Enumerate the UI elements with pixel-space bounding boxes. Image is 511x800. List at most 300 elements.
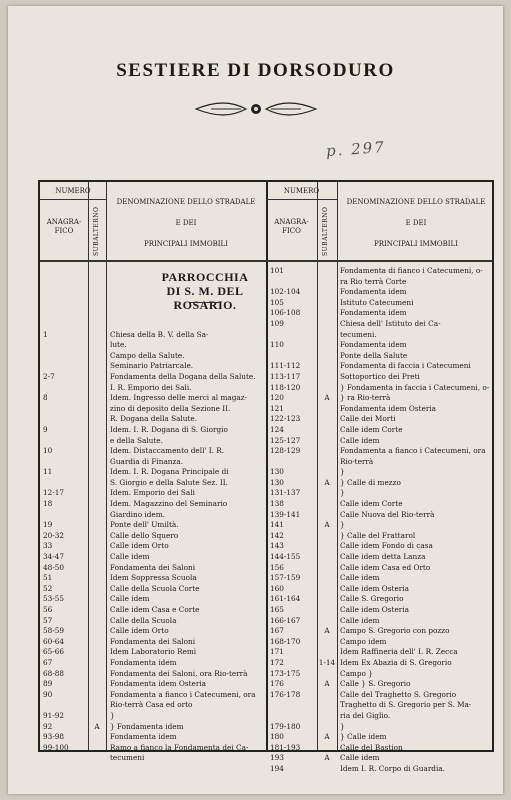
left-row-text: Idem. I. R. Dogana di S. Giorgio — [110, 424, 228, 434]
left-row-text: Idem Laboratorio Remi — [110, 647, 197, 657]
left-row-sub — [89, 510, 105, 521]
left-row-sub — [89, 425, 105, 436]
right-row-sub — [318, 488, 336, 499]
left-row-text: Calle idem — [110, 594, 150, 604]
left-row-num — [43, 298, 87, 309]
left-row-num: 8 — [43, 393, 48, 403]
left-row-sub — [89, 541, 105, 552]
left-row-num — [43, 308, 87, 319]
right-row-num: 161-164 — [270, 594, 301, 604]
right-row-text: Calle del Traghetto S. Gregorio — [340, 689, 457, 699]
right-row-num: 172 — [270, 657, 284, 667]
left-row-text: Fondamenta idem — [110, 657, 177, 667]
right-description-column — [340, 266, 492, 775]
right-row-text: Fondamenta idem — [340, 340, 407, 350]
right-row-num: 130 — [270, 477, 284, 487]
left-row-sub — [89, 647, 105, 658]
left-row-num: 19 — [43, 520, 53, 530]
right-row-text: Calle idem Fondo di casa — [340, 541, 433, 551]
right-row-num: 179-180 — [270, 721, 301, 731]
left-row-num: 1 — [43, 329, 48, 339]
left-row-text: Fondamenta della Dogana della Salute. — [110, 371, 256, 381]
left-row-text — [110, 277, 264, 288]
left-row-sub — [89, 573, 105, 584]
right-row-sub — [318, 584, 336, 595]
left-row-text: zino di deposito della Sezione II. — [110, 403, 231, 413]
right-row-text: Fondamenta di faccia i Catecumeni — [340, 361, 471, 371]
left-row-text — [110, 308, 264, 319]
left-row-num — [43, 753, 87, 764]
left-row-text: Idem. I. R. Dogana Principale di — [110, 467, 229, 477]
ornament-divider — [191, 98, 321, 120]
left-row-num: 48-50 — [43, 562, 65, 572]
left-row-text — [110, 266, 264, 277]
right-row-num: 168-170 — [270, 636, 301, 646]
left-row-sub — [89, 743, 105, 754]
right-row-sub — [318, 552, 336, 563]
header-anagrafico-right: ANAGRA- FICO — [274, 218, 309, 235]
right-row-text: Fondamenta a fianco i Catecumeni, ora — [340, 446, 486, 456]
left-row-text: Calle della Scuola — [110, 615, 177, 625]
left-row-text: Idem Soppressa Scuola — [110, 573, 197, 583]
left-row-sub — [89, 372, 105, 383]
left-row-text: Fondamenta dei Saloni, ora Rio-terrà — [110, 668, 248, 678]
header-rule — [40, 199, 106, 200]
left-row-text: e della Salute. — [110, 435, 163, 445]
right-row-text: Calle S. Gregorio — [340, 594, 404, 604]
left-row-num: 53-55 — [43, 594, 65, 604]
right-row-sub — [318, 425, 336, 436]
register-page — [8, 6, 503, 794]
left-row-sub — [89, 732, 105, 743]
right-row-text: } — [340, 488, 345, 498]
left-row-num: 93-98 — [43, 732, 65, 742]
right-row-num: 101 — [270, 266, 284, 275]
right-row-text: Sottoportico dei Preti — [340, 371, 420, 381]
right-row-text: ra Rio terrà Corte — [340, 276, 407, 286]
left-row-num: 9 — [43, 424, 48, 434]
right-row-text: Calle dei Morti — [340, 414, 396, 424]
left-row-sub — [89, 404, 105, 415]
right-row-sub — [318, 700, 336, 711]
street-register-table — [38, 180, 494, 773]
right-row-text: Chiesa dell' Istituto dei Ca- — [340, 318, 441, 328]
left-row-num: 90 — [43, 689, 53, 699]
left-row-sub — [89, 277, 105, 288]
left-row-num — [43, 361, 87, 372]
right-row-num — [270, 457, 316, 468]
left-row-sub — [89, 457, 105, 468]
right-row-num: 130 — [270, 467, 284, 477]
right-row-sub — [318, 669, 336, 680]
right-row-text: Calle idem — [340, 573, 380, 583]
left-row-sub — [89, 552, 105, 563]
left-row-sub — [89, 669, 105, 680]
left-row-num: 11 — [43, 467, 53, 477]
left-row-num — [43, 700, 87, 711]
left-row-sub — [89, 711, 105, 722]
right-row-sub: A — [324, 477, 330, 487]
center-rule — [266, 182, 268, 750]
right-number-column — [270, 266, 316, 775]
left-row-num — [43, 383, 87, 394]
right-row-text: Calle idem Corte — [340, 424, 403, 434]
left-row-text: Calle dello Squero — [110, 530, 179, 540]
page-title: SESTIERE DI DORSODURO — [116, 60, 395, 81]
right-row-text: } ra Rio-terrà — [340, 393, 391, 403]
header-subalterno: SUBALTERNO — [93, 206, 100, 256]
left-row-sub — [89, 287, 105, 298]
left-row-num: 52 — [43, 583, 53, 593]
right-row-sub — [318, 266, 336, 277]
left-row-num: 91-92 — [43, 710, 65, 720]
header-anagrafico: ANAGRA- FICO — [46, 218, 82, 235]
left-row-text: Idem. Distaccamento dell' I. R. — [110, 446, 225, 456]
header-denominazione-right-3: PRINCIPALI IMMOBILI — [374, 240, 458, 248]
right-row-num: 113-117 — [270, 371, 301, 381]
left-row-text: Calle idem Casa e Corte — [110, 605, 200, 614]
right-row-num: 167 — [270, 626, 284, 636]
right-row-text: Calle del Bastion — [340, 742, 403, 752]
left-row-num — [43, 351, 87, 362]
left-row-sub — [89, 679, 105, 690]
right-row-sub — [318, 573, 336, 584]
right-row-sub — [318, 563, 336, 574]
left-row-sub — [89, 308, 105, 319]
right-row-sub — [318, 330, 336, 341]
left-row-num: 10 — [43, 446, 53, 456]
right-row-num: 124 — [270, 424, 284, 434]
left-sub-column — [89, 266, 105, 764]
left-row-num — [43, 478, 87, 489]
left-row-num — [43, 287, 87, 298]
left-row-num: 56 — [43, 605, 53, 614]
right-row-text: Idem Ex Abazia di S. Gregorio — [340, 657, 452, 667]
right-row-num: 111-112 — [270, 361, 301, 371]
right-row-num: 156 — [270, 562, 284, 572]
right-row-text: Calle idem Casa ed Orto — [340, 562, 431, 572]
right-row-num: 176 — [270, 679, 284, 689]
right-row-num — [270, 330, 316, 341]
left-row-sub — [89, 605, 105, 616]
right-row-num: 106-108 — [270, 308, 301, 318]
right-row-sub — [318, 457, 336, 468]
right-row-num: 142 — [270, 530, 284, 540]
right-row-num: 143 — [270, 541, 284, 551]
left-row-sub: A — [94, 721, 100, 731]
left-row-num: 99-100 — [43, 742, 69, 752]
left-row-text: Ramo a fianco la Fondamenta dei Ca- — [110, 742, 249, 752]
right-row-text: ria del Giglio. — [340, 710, 391, 720]
left-row-text: } Fondamenta idem — [110, 721, 184, 731]
left-row-num — [43, 414, 87, 425]
right-row-sub — [318, 541, 336, 552]
header-denominazione-right: DENOMINAZIONE DELLO STRADALE — [346, 198, 486, 206]
right-row-sub — [318, 319, 336, 330]
left-row-text: Calle idem — [110, 552, 150, 562]
right-row-sub — [318, 446, 336, 457]
left-row-sub — [89, 351, 105, 362]
left-row-sub — [89, 361, 105, 372]
right-row-num: 193 — [270, 753, 284, 763]
left-row-sub — [89, 637, 105, 648]
right-row-num: 157-159 — [270, 573, 301, 583]
right-row-text: } — [340, 721, 345, 731]
right-row-sub — [318, 743, 336, 754]
left-row-sub — [89, 467, 105, 478]
right-row-sub — [318, 287, 336, 298]
right-row-sub — [318, 404, 336, 415]
right-row-sub — [318, 277, 336, 288]
right-row-sub: A — [324, 520, 330, 530]
right-row-text: Fondamenta idem Osteria — [340, 403, 437, 413]
header-numero: NUMERO — [55, 187, 91, 195]
right-row-text: Calle Nuova del Rio-terrà — [340, 509, 435, 519]
right-row-sub — [318, 361, 336, 372]
right-row-num: 125-127 — [270, 435, 301, 445]
right-row-sub — [318, 372, 336, 383]
pencil-annotation: p. 297 — [325, 137, 387, 161]
right-row-sub — [318, 340, 336, 351]
left-row-text: Idem. Emporio dei Sali — [110, 488, 195, 498]
right-row-text: Calle idem detta Lanza — [340, 552, 426, 562]
right-row-num: 180 — [270, 732, 284, 742]
right-row-sub: 1-14 — [318, 657, 336, 667]
right-row-text: Idem Raffineria dell' I. R. Zecca — [340, 647, 458, 657]
left-row-text: Fondamenta dei Saloni — [110, 636, 196, 646]
right-row-text: Idem I. R. Corpo di Guardia. — [340, 763, 445, 773]
right-row-num: 128-129 — [270, 446, 301, 456]
right-row-num: 131-137 — [270, 488, 301, 498]
right-row-sub — [318, 764, 336, 775]
right-row-sub — [318, 594, 336, 605]
left-row-num: 51 — [43, 573, 53, 583]
col-rule — [106, 182, 107, 750]
left-row-num: 58-59 — [43, 626, 65, 636]
left-row-text: Guardia di Finanza. — [110, 456, 184, 466]
left-row-sub — [89, 563, 105, 574]
header-denominazione: DENOMINAZIONE DELLO STRADALE — [116, 198, 256, 206]
left-row-text: Idem. Magazzino del Seminario — [110, 499, 228, 509]
left-row-sub — [89, 499, 105, 510]
right-row-num: 118-120 — [270, 382, 301, 392]
right-row-num: 173-175 — [270, 668, 301, 678]
left-row-num: 33 — [43, 541, 53, 551]
left-row-sub — [89, 520, 105, 531]
left-row-text: tecumeni — [110, 753, 145, 763]
right-row-sub — [318, 436, 336, 447]
right-row-num — [270, 277, 316, 288]
left-row-num: 67 — [43, 657, 53, 667]
right-row-num: 138 — [270, 499, 284, 509]
left-row-text: Fondamenta a fianco i Catecumeni, ora — [110, 689, 256, 699]
left-row-text: I. R. Emporio dei Sali. — [110, 382, 192, 392]
right-row-num: 171 — [270, 647, 284, 657]
right-row-num — [270, 700, 316, 711]
left-row-text: Idem. Ingresso delle merci al magaz- — [110, 393, 248, 403]
right-row-sub — [318, 467, 336, 478]
left-row-num — [43, 277, 87, 288]
col-rule — [337, 182, 338, 750]
right-row-num: 109 — [270, 318, 284, 328]
right-row-text: Calle } S. Gregorio — [340, 679, 411, 689]
right-row-sub — [318, 383, 336, 394]
left-row-sub — [89, 319, 105, 330]
right-row-sub — [318, 308, 336, 319]
left-row-text: Calle idem Orto — [110, 626, 169, 636]
right-row-text: } — [340, 520, 345, 530]
left-row-text: Seminario Patriarcale. — [110, 361, 194, 371]
right-row-text: Fondamenta idem — [340, 287, 407, 297]
left-row-num — [43, 404, 87, 415]
left-row-text: Fondamenta dei Saloni — [110, 562, 196, 572]
right-row-text: Calle idem Osteria — [340, 605, 409, 614]
parish-heading: PARROCCHIA DI S. M. DEL ROSARIO. — [161, 270, 249, 312]
header-denominazione-2: E DEI — [175, 219, 197, 227]
left-row-sub — [89, 436, 105, 447]
right-row-num: 165 — [270, 605, 284, 614]
left-row-text: Fondamenta idem Osteria — [110, 679, 207, 689]
left-row-text: Rio-terrà Casa ed orto — [110, 700, 193, 710]
right-row-text: } Calle del Frattarol — [340, 530, 416, 540]
right-row-num: 141 — [270, 520, 284, 530]
right-row-text: Calle idem — [340, 615, 380, 625]
right-row-num — [270, 711, 316, 722]
right-row-sub: A — [324, 393, 330, 403]
right-row-sub: A — [324, 753, 330, 763]
left-row-sub — [89, 626, 105, 637]
right-row-text: Campo S. Gregorio con pozzo — [340, 626, 450, 636]
right-row-num: 120 — [270, 393, 284, 403]
right-row-num: 139-141 — [270, 509, 301, 519]
left-row-sub — [89, 446, 105, 457]
right-row-text: Istituto Catecumeni — [340, 297, 414, 307]
right-row-text: Campo idem — [340, 636, 387, 646]
right-row-sub: A — [324, 626, 330, 636]
right-row-sub — [318, 298, 336, 309]
left-row-num: 60-64 — [43, 636, 65, 646]
left-row-text: Giardino idem. — [110, 509, 165, 519]
right-row-sub — [318, 722, 336, 733]
left-row-num: 65-66 — [43, 647, 65, 657]
left-row-num — [43, 340, 87, 351]
left-number-column — [43, 266, 87, 764]
left-row-text: Calle idem Orto — [110, 541, 169, 551]
left-row-sub — [89, 658, 105, 669]
left-row-num: 18 — [43, 499, 53, 509]
right-row-text: } Fondamenta in faccia i Catecumeni, o- — [340, 382, 490, 392]
left-row-text — [110, 287, 264, 298]
right-row-text: } Calle idem — [340, 732, 387, 742]
left-description-column — [110, 266, 264, 764]
left-row-sub — [89, 330, 105, 341]
left-row-sub — [89, 584, 105, 595]
left-row-sub — [89, 478, 105, 489]
header-bottom-rule — [40, 260, 492, 262]
right-row-num: 160 — [270, 583, 284, 593]
left-row-sub — [89, 690, 105, 701]
left-row-sub — [89, 266, 105, 277]
right-row-text: } — [340, 467, 345, 477]
right-row-text: Calle idem — [340, 435, 380, 445]
left-row-text: } — [110, 710, 115, 720]
right-row-sub — [318, 499, 336, 510]
right-row-text: Fondamenta idem — [340, 308, 407, 318]
right-sub-column — [318, 266, 336, 775]
right-row-sub — [318, 616, 336, 627]
right-row-num: 122-123 — [270, 414, 301, 424]
left-row-num: 2-7 — [43, 371, 55, 381]
header-subalterno-right: SUBALTERNO — [322, 206, 329, 256]
left-row-sub — [89, 616, 105, 627]
right-row-text: Ponte della Salute — [340, 350, 408, 360]
left-row-num: 12-17 — [43, 488, 65, 498]
right-row-sub — [318, 637, 336, 648]
left-row-sub — [89, 393, 105, 404]
left-row-num — [43, 510, 87, 521]
right-row-sub — [318, 711, 336, 722]
header-rule — [266, 199, 337, 200]
left-row-sub — [89, 700, 105, 711]
right-row-text: Calle idem Osteria — [340, 583, 409, 593]
left-row-text: Campo della Salute. — [110, 350, 185, 360]
left-row-num: 92 — [43, 721, 53, 731]
left-row-num: 57 — [43, 615, 53, 625]
left-row-sub — [89, 414, 105, 425]
left-row-text: S. Giorgio e della Salute Sez. II. — [110, 477, 228, 487]
left-row-num — [43, 266, 87, 277]
right-row-sub — [318, 647, 336, 658]
left-row-sub — [89, 488, 105, 499]
right-row-num: 121 — [270, 403, 284, 413]
right-row-text: Calle idem Corte — [340, 499, 403, 509]
left-row-sub — [89, 340, 105, 351]
right-row-text: Calle idem — [340, 753, 380, 763]
right-row-text: Campo } — [340, 668, 373, 678]
left-row-sub — [89, 594, 105, 605]
left-row-sub — [89, 383, 105, 394]
right-row-num: 105 — [270, 297, 284, 307]
right-row-text: Rio-terrà — [340, 456, 374, 466]
header-denominazione-3: PRINCIPALI IMMOBILI — [144, 240, 228, 248]
right-row-num: 166-167 — [270, 615, 301, 625]
right-row-num: 194 — [270, 763, 284, 773]
right-row-sub — [318, 414, 336, 425]
right-row-num: 176-178 — [270, 689, 301, 699]
right-row-num: 181-193 — [270, 742, 301, 752]
right-row-text: } Calle di mezzo — [340, 477, 401, 487]
left-row-num — [43, 319, 87, 330]
right-row-num — [270, 351, 316, 362]
left-row-text: Calle della Scuola Corte — [110, 583, 200, 593]
header-denominazione-right-2: E DEI — [405, 219, 427, 227]
header-numero-right: NUMERO — [283, 187, 320, 195]
left-row-num: 68-88 — [43, 668, 65, 678]
left-row-sub — [89, 753, 105, 764]
left-row-text — [110, 298, 264, 309]
right-row-sub: A — [324, 732, 330, 742]
right-row-sub — [318, 531, 336, 542]
right-row-num: 110 — [270, 340, 284, 350]
left-row-sub — [89, 298, 105, 309]
right-row-text: tecumeni. — [340, 329, 377, 339]
right-row-num: 144-155 — [270, 552, 301, 562]
right-row-sub — [318, 605, 336, 616]
left-row-num: 89 — [43, 679, 53, 689]
left-row-sub — [89, 531, 105, 542]
right-row-text: Fondamenta di fianco i Catecumeni, o- — [340, 266, 483, 275]
right-row-sub — [318, 351, 336, 362]
